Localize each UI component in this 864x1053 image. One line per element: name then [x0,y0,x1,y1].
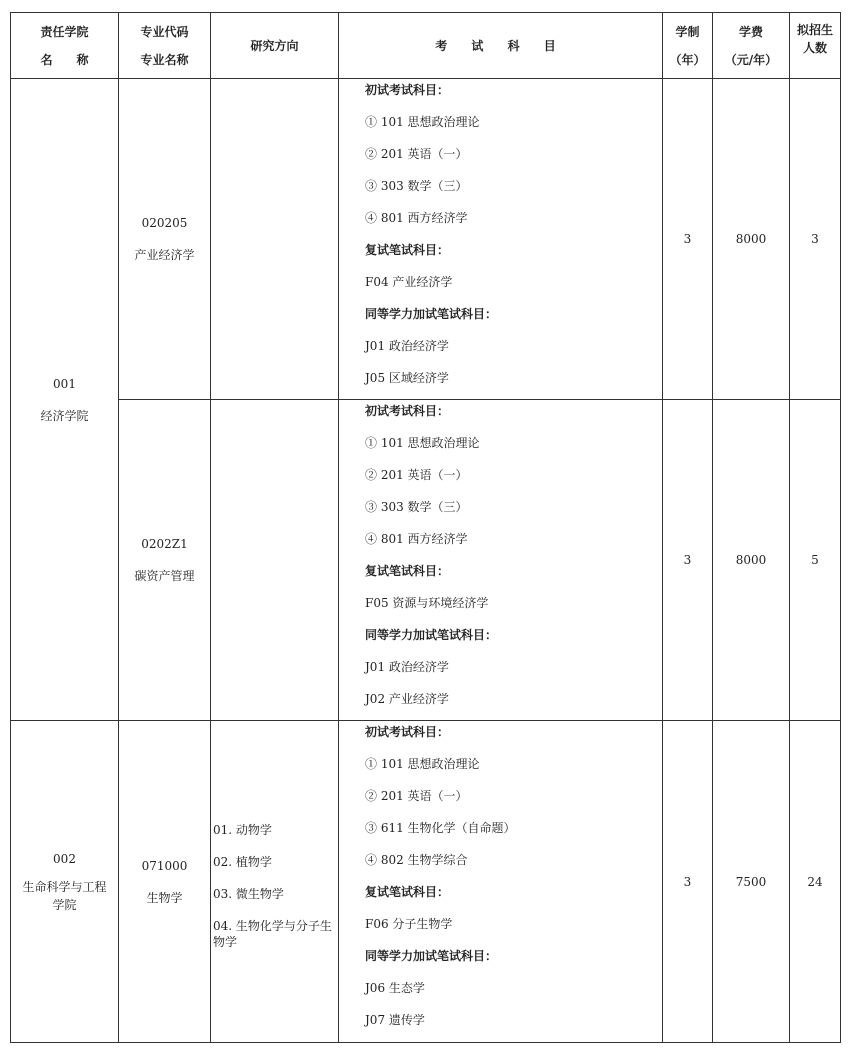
subject-heading: 初试考试科目： [365,725,450,739]
subject-line: ② 201 英语（一） [365,789,468,803]
major-cell [119,400,211,721]
subject-heading: 复试笔试科目： [365,243,450,257]
table-row [11,400,841,721]
college-cell [11,79,119,721]
college-name: 生命科学与工程学院 [22,879,107,912]
subject-line: ② 201 英语（一） [365,147,468,161]
subject-heading: 复试笔试科目： [365,564,450,578]
header-row [11,13,841,79]
direction-cell [211,79,339,400]
subject-line: J02 产业经济学 [365,692,449,706]
header-college: 责任学院 名 称 [11,13,119,79]
header-subjects: 考 试 科 目 [339,13,663,79]
header-direction: 研究方向 [211,13,339,79]
quota-value: 24 [790,721,841,1043]
duration-value: 3 [663,79,713,400]
major-name: 碳资产管理 [134,569,195,583]
subject-heading: 复试笔试科目： [365,885,450,899]
quota-value: 3 [790,79,841,400]
major-code: 0202Z1 [141,537,188,551]
major-code: 071000 [141,858,188,873]
subjects-cell [339,79,663,400]
major-name: 产业经济学 [134,248,195,262]
college-cell [11,721,119,1043]
header-tuition: 学费 （元/年） [713,13,790,79]
subject-line: ③ 303 数学（三） [365,179,468,193]
direction-item: 04. 生物化学与分子生物学 [213,918,332,949]
tuition-value: 7500 [713,721,790,1043]
major-code: 020205 [141,216,188,230]
quota-value: 5 [790,400,841,721]
subject-line: ④ 802 生物学综合 [365,853,468,867]
college-code: 002 [53,851,76,866]
header-major: 专业代码 专业名称 [119,13,211,79]
subject-heading: 初试考试科目： [365,83,450,97]
subject-line: ② 201 英语（一） [365,468,468,482]
duration-value: 3 [663,721,713,1043]
subjects-cell [339,721,663,1043]
direction-item: 03. 微生物学 [213,886,284,901]
subject-line: ④ 801 西方经济学 [365,211,468,225]
subject-line: J05 区域经济学 [365,371,449,385]
table-row [11,79,841,400]
college-code: 001 [53,376,76,391]
subject-heading: 同等学力加试笔试科目： [365,307,498,321]
direction-cell [211,400,339,721]
subject-line: J07 遗传学 [365,1013,425,1027]
direction-item: 02. 植物学 [213,854,272,869]
subject-line: ④ 801 西方经济学 [365,532,468,546]
subject-line: J01 政治经济学 [365,660,449,674]
subject-line: J01 政治经济学 [365,339,449,353]
tuition-value: 8000 [713,400,790,721]
subject-line: F04 产业经济学 [365,275,453,289]
tuition-value: 8000 [713,79,790,400]
table-row [11,721,841,1043]
duration-value: 3 [663,400,713,721]
direction-cell [211,721,339,1043]
subject-line: ① 101 思想政治理论 [365,757,480,771]
major-cell [119,721,211,1043]
direction-item: 01. 动物学 [213,822,272,837]
subject-line: ① 101 思想政治理论 [365,436,480,450]
subject-line: ① 101 思想政治理论 [365,115,480,129]
subject-line: ③ 611 生物化学（自命题） [365,821,516,835]
subject-line: F06 分子生物学 [365,917,453,931]
admissions-table [10,12,841,1043]
subject-line: ③ 303 数学（三） [365,500,468,514]
header-duration: 学制 （年） [663,13,713,79]
major-cell [119,79,211,400]
subjects-cell [339,400,663,721]
college-name: 经济学院 [40,408,89,423]
major-name: 生物学 [146,890,183,905]
subject-heading: 初试考试科目： [365,404,450,418]
subject-heading: 同等学力加试笔试科目： [365,628,498,642]
subject-line: F05 资源与环境经济学 [365,596,489,610]
subject-heading: 同等学力加试笔试科目： [365,949,498,963]
subject-line: J06 生态学 [365,981,425,995]
header-quota: 拟招生 人数 [790,13,841,79]
